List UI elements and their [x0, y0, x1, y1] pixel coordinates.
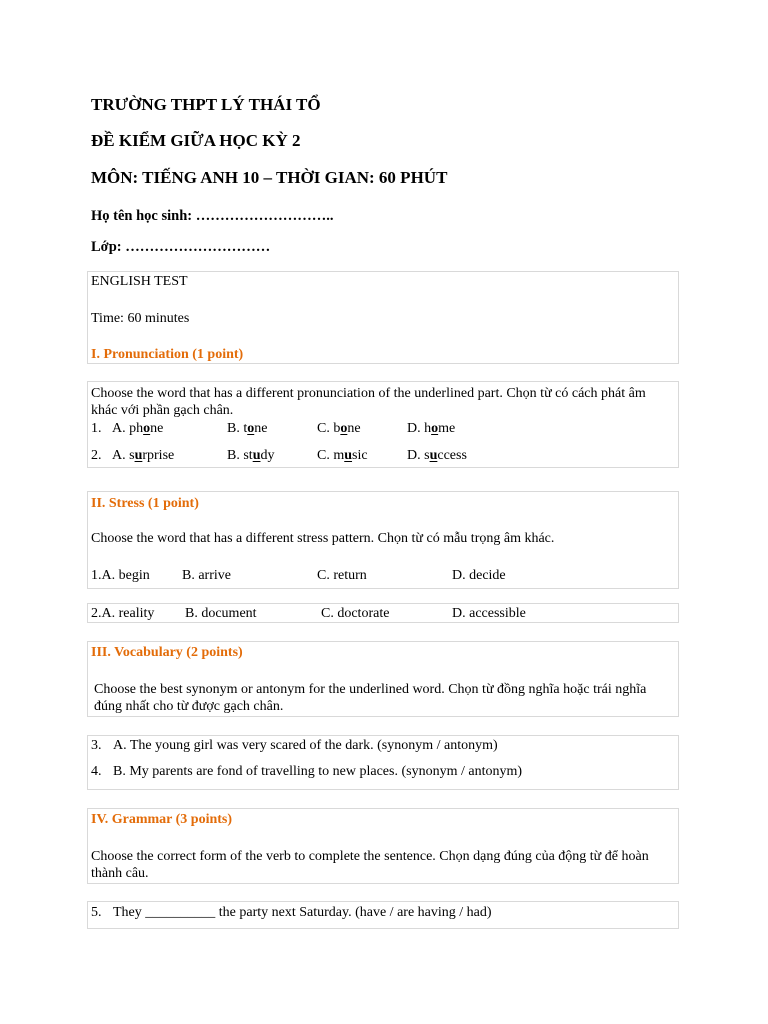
- intro-box: [87, 271, 679, 364]
- q2-option-a: A. surprise: [112, 448, 175, 463]
- sq2-option-d: D. accessible: [452, 606, 526, 621]
- vocabulary-box: [87, 641, 679, 717]
- vocabulary-questions-box: [87, 735, 679, 790]
- q1-option-c: C. bone: [317, 421, 361, 436]
- school-name: TRƯỜNG THPT LÝ THÁI TỔ: [91, 95, 321, 114]
- test-title: ENGLISH TEST: [91, 274, 188, 289]
- q2-option-c: C. music: [317, 448, 368, 463]
- sq1-option-c: C. return: [317, 568, 367, 583]
- stress-box: [87, 491, 679, 589]
- q3-text: A. The young girl was very scared of the dark. (synonym / antonym): [113, 738, 498, 753]
- q3-number: 3.: [91, 738, 102, 753]
- q1-option-a: A. phone: [112, 421, 164, 436]
- student-name-line: Họ tên học sinh: ………………………..: [91, 208, 334, 224]
- q1-number: 1.: [91, 421, 102, 436]
- section-grammar-title: IV. Grammar (3 points): [91, 812, 233, 827]
- stress-instruction: Choose the word that has a different stress pattern. Chọn từ có mẫu trọng âm khác.: [91, 531, 555, 546]
- q1-option-b: B. tone: [227, 421, 268, 436]
- grammar-question-box: [87, 901, 679, 929]
- class-line: Lớp: …………………………: [91, 239, 271, 255]
- q2-option-d: D. success: [407, 448, 467, 463]
- q5-text: They __________ the party next Saturday. (have / are having / had): [113, 905, 492, 920]
- section-pronunciation-title: I. Pronunciation (1 point): [91, 347, 244, 362]
- grammar-instruction: Choose the correct form of the verb to complete the sentence. Chọn dạng đúng của động từ để hoàn thành câu.: [91, 849, 649, 881]
- q4-text: B. My parents are fond of travelling to new places. (synonym / antonym): [113, 764, 523, 779]
- q5-number: 5.: [91, 905, 102, 920]
- grammar-box: [87, 808, 679, 884]
- subject-line: MÔN: TIẾNG ANH 10 – THỜI GIAN: 60 PHÚT: [91, 168, 448, 187]
- sq2-option-a: 2.A. reality: [91, 606, 155, 621]
- sq2-option-b: B. document: [185, 606, 257, 621]
- q2-option-b: B. study: [227, 448, 275, 463]
- pronunciation-instruction: Choose the word that has a different pronunciation of the underlined part. Chọn từ có cách phát âm khác với phần gạch chân.: [91, 386, 646, 418]
- test-time: Time: 60 minutes: [91, 311, 190, 326]
- pronunciation-box: [87, 381, 679, 468]
- stress-question-2-box: [87, 603, 679, 623]
- vocabulary-instruction: Choose the best synonym or antonym for the underlined word. Chọn từ đồng nghĩa hoặc trái nghĩa đúng nhất cho từ được gạch chân.: [94, 682, 647, 714]
- sq1-option-d: D. decide: [452, 568, 506, 583]
- q4-number: 4.: [91, 764, 102, 779]
- sq2-option-c: C. doctorate: [321, 606, 390, 621]
- section-stress-title: II. Stress (1 point): [91, 496, 199, 511]
- exam-title: ĐỀ KIỂM GIỮA HỌC KỲ 2: [91, 131, 301, 150]
- q1-option-d: D. home: [407, 421, 456, 436]
- sq1-option-a: 1.A. begin: [91, 568, 150, 583]
- section-vocabulary-title: III. Vocabulary (2 points): [91, 645, 243, 660]
- q2-number: 2.: [91, 448, 102, 463]
- sq1-option-b: B. arrive: [182, 568, 231, 583]
